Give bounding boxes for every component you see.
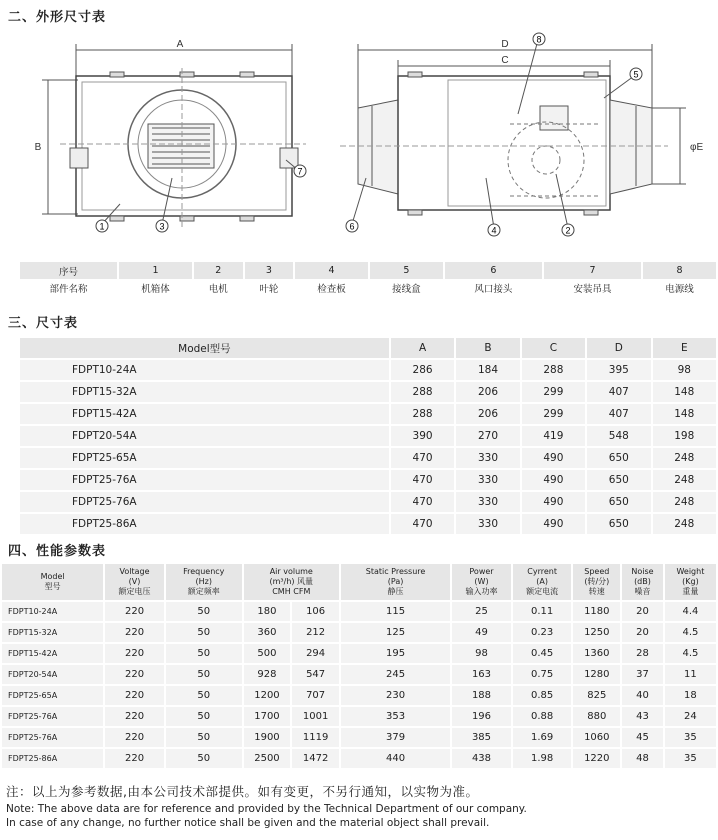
perf-value-cell: 1280 xyxy=(573,665,620,684)
dims-value-cell: 248 xyxy=(653,470,716,490)
perf-header-line: (Hz) xyxy=(195,577,212,586)
perf-value-cell: 28 xyxy=(622,644,663,663)
perf-header-cell xyxy=(105,564,164,600)
perf-header-line: 重量 xyxy=(682,587,699,596)
perf-header-line: 额定电压 xyxy=(118,587,151,596)
dims-value-cell: 270 xyxy=(456,426,519,446)
perf-header-line: 型号 xyxy=(44,582,61,591)
perf-value-cell: 1001 xyxy=(292,707,339,726)
perf-value-cell: 1472 xyxy=(292,749,339,768)
perf-value-cell: 40 xyxy=(622,686,663,705)
perf-value-cell: 50 xyxy=(166,623,242,642)
dims-model-cell: FDPT25-86A xyxy=(20,514,389,534)
perf-value-cell: 4.5 xyxy=(665,623,716,642)
perf-model-cell: FDPT25-65A xyxy=(2,686,103,705)
perf-value-cell: 0.75 xyxy=(513,665,572,684)
perf-value-cell: 0.11 xyxy=(513,602,572,621)
dims-value-cell: 407 xyxy=(587,404,650,424)
perf-value-cell: 20 xyxy=(622,602,663,621)
perf-value-cell: 50 xyxy=(166,644,242,663)
parts-name-row xyxy=(20,279,716,296)
parts-cell: 检查板 xyxy=(295,279,368,296)
dims-row xyxy=(20,382,716,402)
perf-value-cell: 180 xyxy=(244,602,291,621)
dims-value-cell: 148 xyxy=(653,382,716,402)
dim-e-label: φE xyxy=(690,142,704,153)
perf-value-cell: 50 xyxy=(166,707,242,726)
dims-value-cell: 288 xyxy=(391,404,454,424)
dim-b-label: B xyxy=(34,142,42,153)
dims-value-cell: 490 xyxy=(522,470,585,490)
perf-value-cell: 35 xyxy=(665,728,716,747)
perf-value-cell: 212 xyxy=(292,623,339,642)
perf-value-cell: 43 xyxy=(622,707,663,726)
perf-header-cell xyxy=(244,564,339,600)
perf-value-cell: 1060 xyxy=(573,728,620,747)
callout-8 xyxy=(533,33,545,45)
note-en-2: In case of any change, no further notice shall be given and the material object shall prevail. xyxy=(6,817,490,829)
perf-value-cell: 195 xyxy=(341,644,450,663)
perf-value-cell: 825 xyxy=(573,686,620,705)
section-title-dims: 三、尺寸表 xyxy=(8,316,79,331)
dims-row xyxy=(20,448,716,468)
dims-value-cell: 490 xyxy=(522,514,585,534)
perf-value-cell: 438 xyxy=(452,749,511,768)
svg-text:4: 4 xyxy=(491,225,497,236)
perf-value-cell: 1.98 xyxy=(513,749,572,768)
svg-text:1: 1 xyxy=(99,221,105,232)
svg-text:8: 8 xyxy=(536,34,542,45)
perf-value-cell: 196 xyxy=(452,707,511,726)
callout-7 xyxy=(294,165,306,177)
perf-header-cell xyxy=(2,564,103,600)
perf-value-cell: 353 xyxy=(341,707,450,726)
outline-drawing xyxy=(0,28,718,253)
perf-header-line: (W) xyxy=(474,577,489,586)
perf-value-cell: 48 xyxy=(622,749,663,768)
perf-header-cell xyxy=(341,564,450,600)
perf-header-cell xyxy=(622,564,663,600)
perf-value-cell: 1200 xyxy=(244,686,291,705)
perf-model-cell: FDPT20-54A xyxy=(2,665,103,684)
svg-text:6: 6 xyxy=(349,221,355,232)
callout-1 xyxy=(96,220,108,232)
parts-table xyxy=(18,262,718,296)
dims-value-cell: 288 xyxy=(391,382,454,402)
dims-value-cell: 299 xyxy=(522,382,585,402)
dims-model-cell: FDPT15-42A xyxy=(20,404,389,424)
perf-value-cell: 220 xyxy=(105,644,164,663)
perf-value-cell: 220 xyxy=(105,728,164,747)
perf-header-line: CMH CFM xyxy=(272,587,311,596)
dims-value-cell: 248 xyxy=(653,514,716,534)
callout-5 xyxy=(630,68,642,80)
perf-header-line: (Kg) xyxy=(682,577,699,586)
perf-value-cell: 1700 xyxy=(244,707,291,726)
dims-value-cell: 299 xyxy=(522,404,585,424)
perf-value-cell: 98 xyxy=(452,644,511,663)
note-cn: 注：以上为参考数据,由本公司技术部提供。如有变更，不另行通知，以实物为准。 xyxy=(6,784,479,799)
dims-value-cell: 198 xyxy=(653,426,716,446)
perf-value-cell: 385 xyxy=(452,728,511,747)
dims-value-cell: 395 xyxy=(587,360,650,380)
perf-value-cell: 1.69 xyxy=(513,728,572,747)
perf-header-line: Speed xyxy=(584,567,610,576)
perf-model-cell: FDPT25-76A xyxy=(2,728,103,747)
perf-value-cell: 294 xyxy=(292,644,339,663)
callout-3 xyxy=(156,220,168,232)
dims-header-cell: Model型号 xyxy=(20,338,389,358)
perf-model-cell: FDPT15-32A xyxy=(2,623,103,642)
perf-header-line: Frequency xyxy=(183,567,225,576)
parts-header-row xyxy=(20,262,716,279)
parts-cell: 接线盒 xyxy=(370,279,443,296)
dims-value-cell: 330 xyxy=(456,492,519,512)
perf-value-cell: 0.45 xyxy=(513,644,572,663)
svg-text:2: 2 xyxy=(565,225,571,236)
perf-row xyxy=(2,728,716,747)
perf-value-cell: 49 xyxy=(452,623,511,642)
parts-header-cell: 2 xyxy=(194,262,243,279)
perf-header-line: 额定电流 xyxy=(526,587,559,596)
perf-value-cell: 500 xyxy=(244,644,291,663)
section-title-outline: 二、外形尺寸表 xyxy=(8,10,107,25)
perf-row xyxy=(2,686,716,705)
perf-value-cell: 220 xyxy=(105,707,164,726)
perf-value-cell: 220 xyxy=(105,602,164,621)
callout-4 xyxy=(488,224,500,236)
perf-value-cell: 125 xyxy=(341,623,450,642)
dims-row xyxy=(20,404,716,424)
dims-value-cell: 470 xyxy=(391,514,454,534)
dims-value-cell: 288 xyxy=(522,360,585,380)
dims-row xyxy=(20,492,716,512)
dims-header-row xyxy=(20,338,716,358)
parts-header-cell: 序号 xyxy=(20,262,117,279)
dims-value-cell: 470 xyxy=(391,448,454,468)
dims-model-cell: FDPT25-65A xyxy=(20,448,389,468)
perf-header-line: 噪音 xyxy=(634,587,651,596)
parts-header-cell: 5 xyxy=(370,262,443,279)
perf-header-line: Static Pressure xyxy=(365,567,426,576)
dims-model-cell: FDPT25-76A xyxy=(20,492,389,512)
perf-value-cell: 0.23 xyxy=(513,623,572,642)
dims-model-cell: FDPT15-32A xyxy=(20,382,389,402)
perf-header-line: (转/分) xyxy=(584,577,610,586)
dims-value-cell: 330 xyxy=(456,448,519,468)
perf-value-cell: 35 xyxy=(665,749,716,768)
dim-d-label: D xyxy=(501,39,509,50)
perf-value-cell: 50 xyxy=(166,602,242,621)
perf-value-cell: 1360 xyxy=(573,644,620,663)
perf-header-cell xyxy=(452,564,511,600)
perf-value-cell: 245 xyxy=(341,665,450,684)
perf-header-row xyxy=(2,564,716,600)
perf-value-cell: 547 xyxy=(292,665,339,684)
dims-value-cell: 390 xyxy=(391,426,454,446)
parts-header-cell: 6 xyxy=(445,262,542,279)
dims-header-cell: C xyxy=(522,338,585,358)
perf-value-cell: 11 xyxy=(665,665,716,684)
parts-cell: 安装吊具 xyxy=(544,279,641,296)
perf-value-cell: 1119 xyxy=(292,728,339,747)
perf-value-cell: 50 xyxy=(166,749,242,768)
dims-header-cell: E xyxy=(653,338,716,358)
dims-value-cell: 184 xyxy=(456,360,519,380)
dims-row xyxy=(20,426,716,446)
perf-value-cell: 4.5 xyxy=(665,644,716,663)
svg-text:7: 7 xyxy=(297,166,303,177)
dims-header-cell: D xyxy=(587,338,650,358)
dims-value-cell: 419 xyxy=(522,426,585,446)
dims-value-cell: 206 xyxy=(456,404,519,424)
dims-value-cell: 650 xyxy=(587,492,650,512)
perf-value-cell: 707 xyxy=(292,686,339,705)
perf-header-cell xyxy=(665,564,716,600)
perf-header-line: 额定频率 xyxy=(187,587,220,596)
perf-value-cell: 37 xyxy=(622,665,663,684)
perf-value-cell: 50 xyxy=(166,728,242,747)
perf-value-cell: 220 xyxy=(105,623,164,642)
note-en-1: Note: The above data are for reference and provided by the Technical Department of our company. xyxy=(6,803,527,815)
perf-row xyxy=(2,707,716,726)
perf-value-cell: 220 xyxy=(105,749,164,768)
dims-header-cell: A xyxy=(391,338,454,358)
dims-value-cell: 98 xyxy=(653,360,716,380)
svg-text:3: 3 xyxy=(159,221,165,232)
dims-value-cell: 470 xyxy=(391,470,454,490)
perf-value-cell: 220 xyxy=(105,665,164,684)
perf-header-line: (V) xyxy=(128,577,141,586)
dims-model-cell: FDPT10-24A xyxy=(20,360,389,380)
parts-header-cell: 4 xyxy=(295,262,368,279)
dims-value-cell: 248 xyxy=(653,448,716,468)
perf-value-cell: 0.85 xyxy=(513,686,572,705)
parts-cell: 电源线 xyxy=(643,279,716,296)
perf-header-cell xyxy=(166,564,242,600)
perf-header-line: Weight xyxy=(676,567,705,576)
perf-value-cell: 379 xyxy=(341,728,450,747)
perf-table xyxy=(0,562,718,770)
parts-header-cell: 7 xyxy=(544,262,641,279)
dims-value-cell: 206 xyxy=(456,382,519,402)
dim-a-label: A xyxy=(176,39,184,50)
perf-header-line: Power xyxy=(469,567,494,576)
perf-value-cell: 163 xyxy=(452,665,511,684)
perf-header-line: Model xyxy=(40,572,65,581)
perf-value-cell: 220 xyxy=(105,686,164,705)
perf-model-cell: FDPT25-76A xyxy=(2,707,103,726)
perf-value-cell: 230 xyxy=(341,686,450,705)
dims-value-cell: 330 xyxy=(456,470,519,490)
front-view xyxy=(42,44,306,228)
perf-value-cell: 4.4 xyxy=(665,602,716,621)
perf-value-cell: 880 xyxy=(573,707,620,726)
dims-row xyxy=(20,470,716,490)
dims-value-cell: 490 xyxy=(522,448,585,468)
dims-value-cell: 286 xyxy=(391,360,454,380)
perf-model-cell: FDPT10-24A xyxy=(2,602,103,621)
callout-2 xyxy=(562,224,574,236)
perf-header-cell xyxy=(573,564,620,600)
dims-header-cell: B xyxy=(456,338,519,358)
dims-table xyxy=(18,336,718,536)
parts-header-cell: 8 xyxy=(643,262,716,279)
perf-header-line: (dB) xyxy=(634,577,651,586)
perf-header-line: Cyrrent xyxy=(527,567,557,576)
perf-value-cell: 360 xyxy=(244,623,291,642)
perf-value-cell: 18 xyxy=(665,686,716,705)
perf-row xyxy=(2,749,716,768)
perf-row xyxy=(2,623,716,642)
dims-value-cell: 650 xyxy=(587,470,650,490)
perf-value-cell: 106 xyxy=(292,602,339,621)
perf-value-cell: 440 xyxy=(341,749,450,768)
perf-header-line: Noise xyxy=(631,567,654,576)
parts-cell: 部件名称 xyxy=(20,279,117,296)
perf-header-line: 静压 xyxy=(387,587,404,596)
perf-value-cell: 1250 xyxy=(573,623,620,642)
dim-c-label: C xyxy=(501,55,509,66)
perf-value-cell: 50 xyxy=(166,686,242,705)
perf-header-line: Air volume xyxy=(269,567,313,576)
perf-header-line: 转速 xyxy=(588,587,605,596)
perf-value-cell: 25 xyxy=(452,602,511,621)
parts-header-cell: 3 xyxy=(245,262,294,279)
perf-value-cell: 50 xyxy=(166,665,242,684)
dims-value-cell: 248 xyxy=(653,492,716,512)
perf-header-line: Voltage xyxy=(119,567,150,576)
perf-row xyxy=(2,602,716,621)
dims-value-cell: 148 xyxy=(653,404,716,424)
perf-header-line: 输入功率 xyxy=(465,587,498,596)
dims-value-cell: 407 xyxy=(587,382,650,402)
perf-value-cell: 1900 xyxy=(244,728,291,747)
svg-text:5: 5 xyxy=(633,69,639,80)
parts-cell: 叶轮 xyxy=(245,279,294,296)
perf-value-cell: 45 xyxy=(622,728,663,747)
parts-cell: 机箱体 xyxy=(119,279,192,296)
perf-value-cell: 115 xyxy=(341,602,450,621)
dims-row xyxy=(20,360,716,380)
parts-cell: 风口接头 xyxy=(445,279,542,296)
dims-value-cell: 470 xyxy=(391,492,454,512)
dims-value-cell: 548 xyxy=(587,426,650,446)
callout-6 xyxy=(346,220,358,232)
parts-cell: 电机 xyxy=(194,279,243,296)
dims-value-cell: 490 xyxy=(522,492,585,512)
dims-value-cell: 650 xyxy=(587,448,650,468)
perf-value-cell: 1180 xyxy=(573,602,620,621)
dims-model-cell: FDPT20-54A xyxy=(20,426,389,446)
perf-value-cell: 20 xyxy=(622,623,663,642)
parts-header-cell: 1 xyxy=(119,262,192,279)
perf-header-line: (A) xyxy=(536,577,548,586)
dims-row xyxy=(20,514,716,534)
perf-value-cell: 2500 xyxy=(244,749,291,768)
perf-header-cell xyxy=(513,564,572,600)
perf-model-cell: FDPT25-86A xyxy=(2,749,103,768)
perf-header-line: (m³/h) 风量 xyxy=(269,577,314,586)
dims-value-cell: 330 xyxy=(456,514,519,534)
perf-value-cell: 928 xyxy=(244,665,291,684)
dims-model-cell: FDPT25-76A xyxy=(20,470,389,490)
perf-row xyxy=(2,665,716,684)
dims-value-cell: 650 xyxy=(587,514,650,534)
perf-value-cell: 188 xyxy=(452,686,511,705)
section-title-perf: 四、性能参数表 xyxy=(8,544,107,559)
perf-value-cell: 1220 xyxy=(573,749,620,768)
perf-value-cell: 0.88 xyxy=(513,707,572,726)
perf-value-cell: 24 xyxy=(665,707,716,726)
perf-model-cell: FDPT15-42A xyxy=(2,644,103,663)
perf-row xyxy=(2,644,716,663)
perf-header-line: (Pa) xyxy=(387,577,404,586)
